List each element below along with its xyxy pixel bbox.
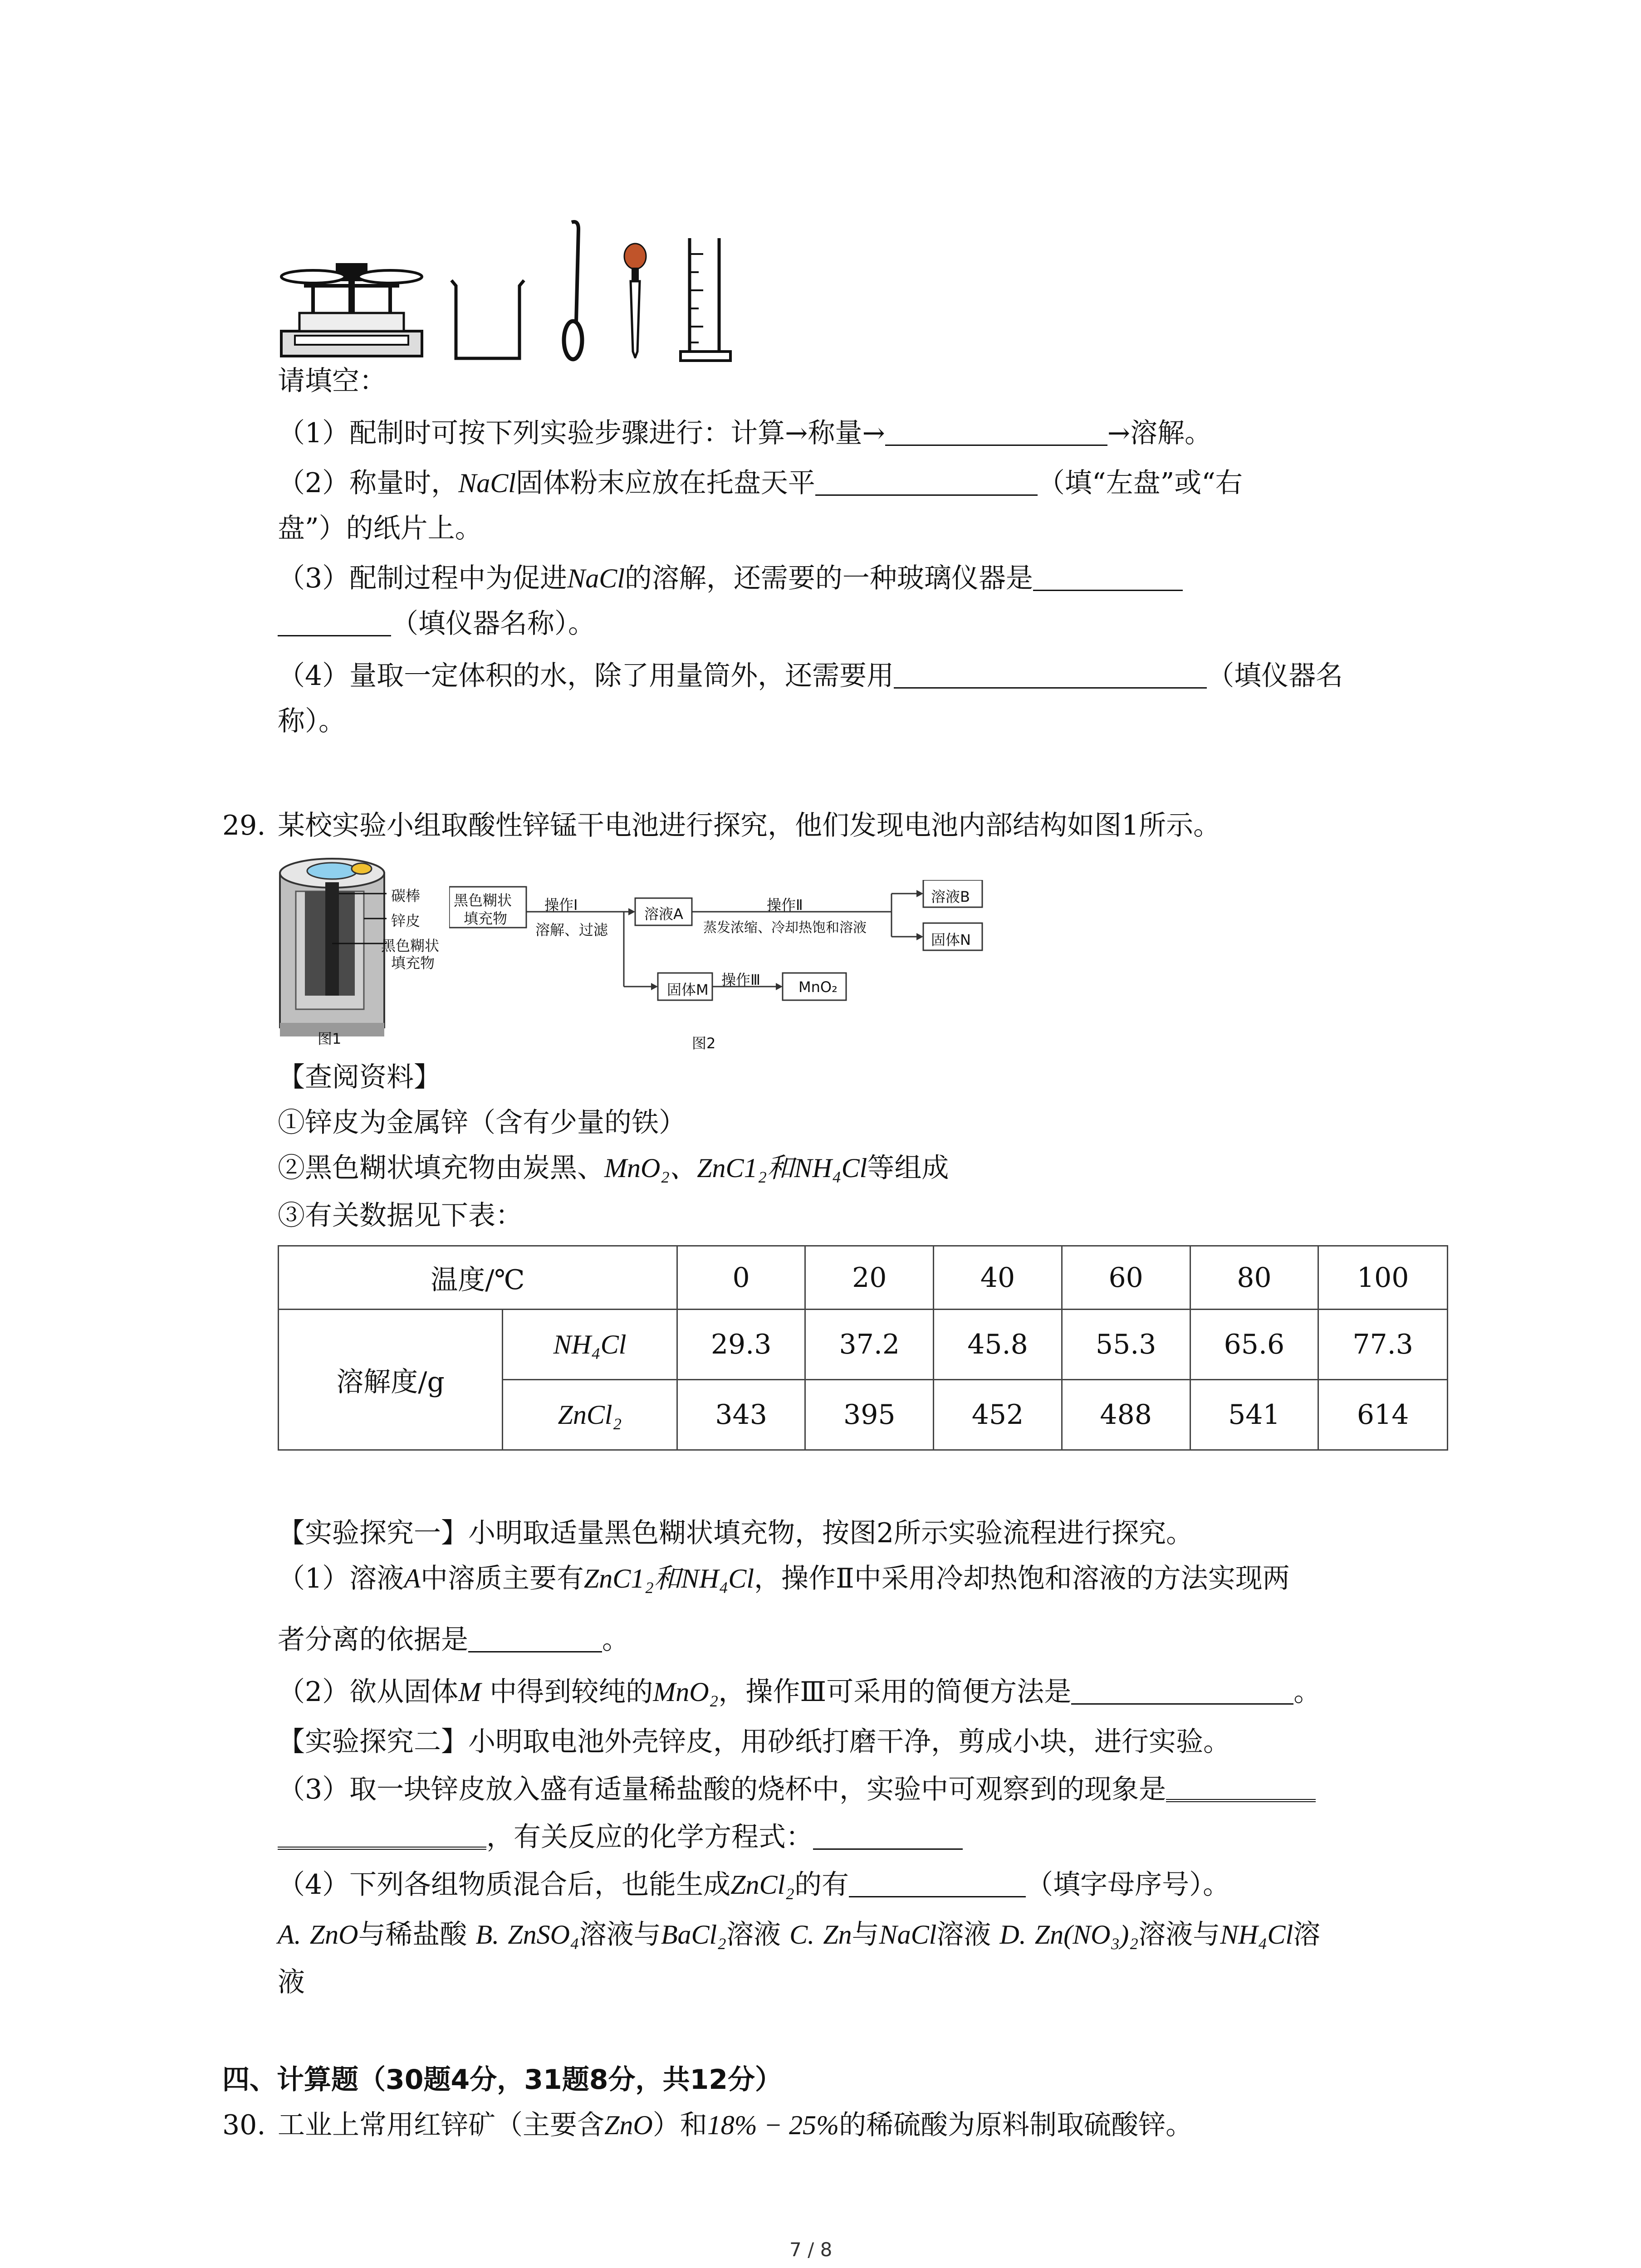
figure-2-flowchart bbox=[449, 880, 1007, 1016]
table-cell: 45.8 bbox=[934, 1310, 1062, 1380]
q29-ref-title: 【查阅资料】 bbox=[278, 1061, 441, 1093]
q29-options bbox=[278, 1916, 1320, 1953]
option-b-f1: ZnSO₄ bbox=[508, 1920, 579, 1950]
q28-step3-blank[interactable] bbox=[1033, 562, 1183, 591]
fig2-op2-label: 操作Ⅱ bbox=[767, 896, 803, 914]
page-number: 7 / 8 bbox=[789, 2239, 833, 2261]
q28-step4-blank[interactable] bbox=[894, 660, 1207, 689]
q28-step3 bbox=[278, 560, 1183, 596]
q30-c: 的稀硫酸为原料制取硫酸锌。 bbox=[839, 2109, 1193, 2141]
fig1-label-paste-1: 黑色糊状 bbox=[381, 937, 440, 954]
option-c-f1: Zn bbox=[823, 1920, 852, 1950]
table-name-nh4cl: NH₄Cl bbox=[503, 1310, 677, 1380]
q29-part3-line2 bbox=[278, 1819, 963, 1855]
q28-step3-line2-text: （填仪器名称）。 bbox=[391, 608, 595, 640]
table-cell: 395 bbox=[805, 1380, 934, 1450]
q30-percent-range: 18% − 25% bbox=[707, 2110, 839, 2140]
table-cell: 488 bbox=[1062, 1380, 1190, 1450]
q29-part1-line2-post: 。 bbox=[602, 1624, 629, 1656]
section-4-heading: 四、计算题（30题4分，31题8分，共12分） bbox=[222, 2064, 782, 2096]
q28-step2-post: （填“左盘”或“右 bbox=[1037, 467, 1243, 499]
q29-part1-line2 bbox=[278, 1622, 629, 1658]
q29-ref2-post: 等组成 bbox=[867, 1152, 949, 1184]
q30-number: 30. bbox=[222, 2109, 266, 2141]
option-c-t2: 溶液 bbox=[936, 1919, 991, 1950]
table-temp-0: 0 bbox=[677, 1246, 805, 1310]
q29-ref2-pre: ②黑色糊状填充物由炭黑、 bbox=[278, 1152, 604, 1184]
q29-part3-text: （3）取一块锌皮放入盛有适量稀盐酸的烧杯中，实验中可观察到的现象是 bbox=[278, 1774, 1166, 1805]
fig2-solid-n: 固体N bbox=[931, 931, 971, 948]
q29-part4-a: （4）下列各组物质混合后，也能生成 bbox=[278, 1869, 731, 1901]
fig2-solution-b: 溶液B bbox=[931, 888, 970, 905]
option-c-t1: 与 bbox=[852, 1919, 879, 1950]
q30-text bbox=[278, 2107, 1193, 2143]
q29-part1-a: （1）溶液 bbox=[278, 1563, 404, 1594]
beaker-icon bbox=[447, 277, 529, 363]
q29-ref2-formulas: MnO₂、ZnC1₂和NH₄Cl bbox=[604, 1153, 867, 1183]
balance-icon bbox=[277, 245, 426, 358]
q29-part3 bbox=[278, 1771, 1316, 1808]
q29-part2-post: 。 bbox=[1293, 1676, 1321, 1708]
table-cell: 77.3 bbox=[1318, 1310, 1448, 1380]
table-cell: 65.6 bbox=[1190, 1310, 1318, 1380]
option-d-key: D. bbox=[999, 1920, 1026, 1950]
q29-number: 29. bbox=[222, 810, 266, 841]
fig1-label-paste-2: 填充物 bbox=[391, 954, 435, 972]
q29-part4-b: 的有 bbox=[794, 1869, 849, 1901]
q28-step3-line2 bbox=[278, 606, 595, 642]
option-a-f1: ZnO bbox=[309, 1920, 358, 1950]
q28-step3-pre: （3）配制过程中为促进 bbox=[278, 562, 568, 594]
option-d-f2: NH₄Cl bbox=[1220, 1920, 1293, 1950]
fig2-start-box-line2: 填充物 bbox=[464, 910, 508, 927]
q29-exp1: 【实验探究一】小明取适量黑色糊状填充物，按图2所示实验流程进行探究。 bbox=[278, 1517, 1194, 1549]
option-b-t2: 溶液 bbox=[726, 1919, 781, 1950]
table-header-row bbox=[279, 1246, 1448, 1310]
table-temp-40: 40 bbox=[934, 1246, 1062, 1310]
q28-step3-nacl: NaCl bbox=[567, 563, 625, 593]
q28-step4 bbox=[278, 658, 1343, 694]
option-b-t1: 溶液与 bbox=[579, 1919, 661, 1950]
q28-step2-pre: （2）称量时， bbox=[278, 467, 459, 499]
fig1-caption: 图1 bbox=[318, 1030, 342, 1047]
q28-step2-blank[interactable] bbox=[815, 467, 1038, 496]
q28-prompt: 请填空： bbox=[278, 365, 387, 397]
q29-ref1: ①锌皮为金属锌（含有少量的铁） bbox=[278, 1107, 686, 1139]
q29-intro: 某校实验小组取酸性锌锰干电池进行探究，他们发现电池内部结构如图1所示。 bbox=[278, 810, 1221, 841]
table-cell: 452 bbox=[934, 1380, 1062, 1450]
q29-part3-equation-blank[interactable] bbox=[813, 1821, 963, 1850]
q28-step2-mid: 固体粉末应放在托盘天平 bbox=[515, 467, 815, 499]
table-temp-80: 80 bbox=[1190, 1246, 1318, 1310]
q28-step1-post: →溶解。 bbox=[1107, 417, 1212, 449]
q28-step1 bbox=[278, 415, 1212, 451]
q29-part3-blank[interactable] bbox=[1166, 1772, 1316, 1802]
q29-part2-a: （2）欲从固体 bbox=[278, 1676, 459, 1708]
fig2-solid-m: 固体M bbox=[667, 981, 709, 998]
q30-b: ）和 bbox=[652, 2109, 707, 2141]
q29-part3-blank-cont[interactable] bbox=[278, 1819, 486, 1850]
option-a-t1: 与稀盐酸 bbox=[358, 1919, 467, 1950]
option-c-f2: NaCl bbox=[879, 1920, 937, 1950]
q28-step3-blank-cont[interactable] bbox=[278, 608, 391, 636]
fig2-op3-label: 操作Ⅲ bbox=[721, 971, 761, 988]
q28-step1-blank[interactable] bbox=[885, 417, 1107, 446]
q29-part4-post: （填字母序号）。 bbox=[1026, 1869, 1230, 1901]
table-cell: 37.2 bbox=[805, 1310, 934, 1380]
q29-ref2 bbox=[278, 1150, 949, 1186]
q28-step1-pre: （1）配制时可按下列实验步骤进行：计算→称量→ bbox=[278, 417, 885, 449]
option-b-key: B. bbox=[475, 1920, 500, 1950]
fig2-mno2-box: MnO₂ bbox=[798, 978, 838, 996]
table-row-nh4cl bbox=[279, 1310, 1448, 1380]
fig2-start-box-line1: 黑色糊状 bbox=[454, 892, 512, 909]
option-c-key: C. bbox=[789, 1920, 815, 1950]
q30-a: 工业上常用红锌矿（主要含 bbox=[278, 2109, 604, 2141]
q29-part2 bbox=[278, 1674, 1321, 1710]
table-cell: 614 bbox=[1318, 1380, 1448, 1450]
table-head-temp: 温度/℃ bbox=[279, 1246, 677, 1310]
q29-part2-formula: MnO₂ bbox=[653, 1677, 719, 1707]
fig2-op1-label: 操作Ⅰ bbox=[544, 896, 578, 914]
q29-part4-blank[interactable] bbox=[849, 1869, 1026, 1897]
spoon-icon bbox=[551, 218, 588, 363]
table-name-zncl2: ZnCl₂ bbox=[503, 1380, 677, 1450]
fig2-op2-sub: 蒸发浓缩、冷却热饱和溶液 bbox=[703, 920, 867, 936]
q29-part1-b: 中溶质主要有 bbox=[420, 1563, 584, 1594]
fig1-label-carbon-rod: 碳棒 bbox=[391, 887, 421, 904]
q28-step3-post: 的溶解，还需要的一种玻璃仪器是 bbox=[624, 562, 1033, 594]
q29-ref3: ③有关数据见下表： bbox=[278, 1200, 523, 1232]
q30-formula: ZnO bbox=[604, 2110, 653, 2140]
q28-step2-line2: 盘”）的纸片上。 bbox=[278, 513, 482, 544]
solubility-table bbox=[278, 1245, 1448, 1451]
option-b-f2: BaCl₂ bbox=[661, 1920, 727, 1950]
q29-part4-formula: ZnCl₂ bbox=[730, 1870, 795, 1900]
q29-part2-solid: M bbox=[458, 1677, 481, 1707]
table-cell: 29.3 bbox=[677, 1310, 805, 1380]
graduated-cylinder-icon bbox=[676, 236, 735, 363]
table-cell: 541 bbox=[1190, 1380, 1318, 1450]
fig1-label-zinc-shell: 锌皮 bbox=[391, 912, 421, 929]
q29-part2-c: ，操作Ⅲ可采用的简便方法是 bbox=[718, 1676, 1072, 1708]
q28-step4-line2: 称）。 bbox=[278, 705, 346, 737]
table-temp-60: 60 bbox=[1062, 1246, 1190, 1310]
dropper-icon bbox=[619, 240, 651, 358]
q28-step4-post: （填仪器名 bbox=[1207, 660, 1343, 692]
option-d-t2: 溶 bbox=[1293, 1919, 1321, 1950]
q29-part1-blank[interactable] bbox=[468, 1624, 602, 1652]
table-cell: 55.3 bbox=[1062, 1310, 1190, 1380]
option-d-f1: Zn(NO₃)₂ bbox=[1034, 1920, 1139, 1950]
q29-part1-solution: A bbox=[404, 1564, 421, 1593]
q29-part4 bbox=[278, 1867, 1230, 1903]
q29-part1-line2-pre: 者分离的依据是 bbox=[278, 1624, 468, 1656]
q29-exp2: 【实验探究二】小明取电池外壳锌皮，用砂纸打磨干净，剪成小块，进行实验。 bbox=[278, 1726, 1230, 1758]
q29-part3-line2-text: ，有关反应的化学方程式： bbox=[486, 1821, 813, 1853]
q28-step4-pre: （4）量取一定体积的水，除了用量筒外，还需要用 bbox=[278, 660, 894, 692]
q28-step2-nacl: NaCl bbox=[458, 468, 516, 498]
q29-options-line2: 液 bbox=[278, 1966, 305, 1998]
option-d-t1: 溶液与 bbox=[1138, 1919, 1220, 1950]
q29-part1 bbox=[278, 1560, 1290, 1597]
table-temp-100: 100 bbox=[1318, 1246, 1448, 1310]
q28-step2 bbox=[278, 465, 1243, 501]
option-a-key: A. bbox=[278, 1920, 301, 1950]
table-cell: 343 bbox=[677, 1380, 805, 1450]
q29-part1-formulas: ZnC1₂和NH₄Cl bbox=[583, 1564, 754, 1593]
q29-part2-blank[interactable] bbox=[1071, 1676, 1293, 1705]
fig2-solution-a: 溶液A bbox=[644, 905, 683, 923]
table-temp-20: 20 bbox=[805, 1246, 934, 1310]
table-row-label: 溶解度/g bbox=[279, 1310, 503, 1450]
fig2-op1-sub: 溶解、过滤 bbox=[535, 921, 608, 938]
fig2-caption: 图2 bbox=[692, 1035, 716, 1052]
q29-part1-c: ，操作Ⅱ中采用冷却热饱和溶液的方法实现两 bbox=[754, 1563, 1290, 1594]
q29-part2-b: 中得到较纯的 bbox=[481, 1676, 653, 1708]
